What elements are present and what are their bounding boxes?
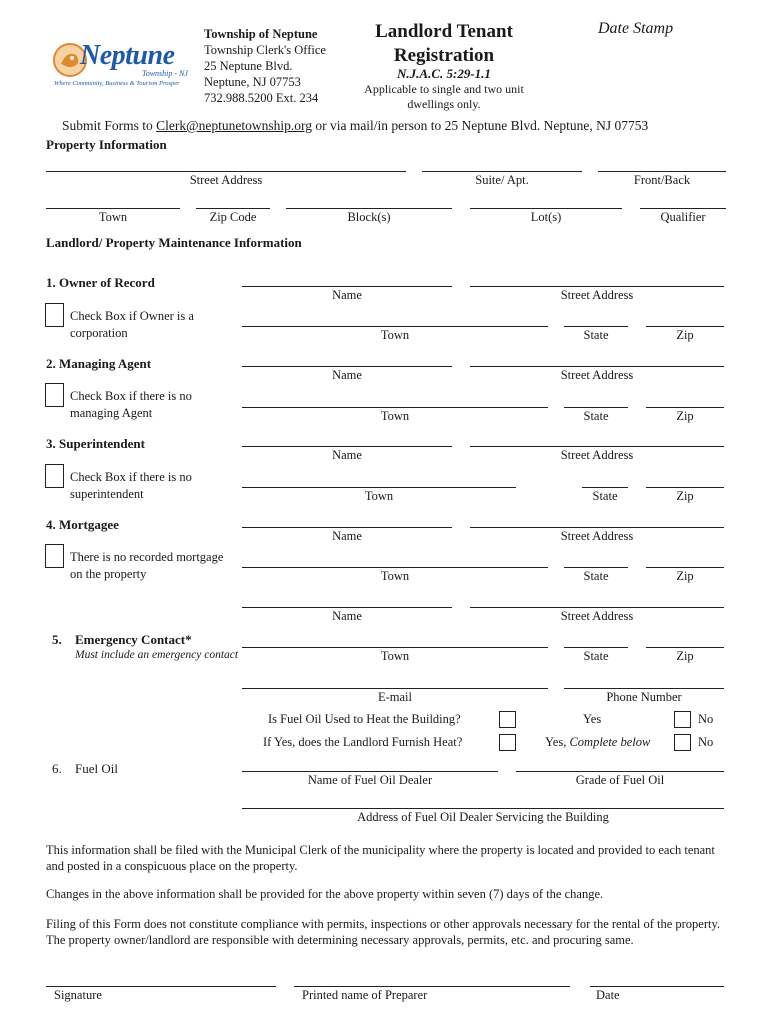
- fuel-q2-no-checkbox[interactable]: [674, 734, 691, 751]
- emergency-street-label: Street Address: [560, 609, 634, 623]
- emergency-town-field[interactable]: [242, 647, 548, 648]
- qualifier-field[interactable]: [640, 208, 726, 209]
- mortgagee-check-line-1: There is no recorded mortgage: [70, 550, 224, 564]
- emergency-phone-field[interactable]: [564, 688, 724, 689]
- owner-corp-checkbox[interactable]: [45, 303, 64, 327]
- emergency-town-label: Town: [380, 649, 410, 663]
- fuel-grade-label: Grade of Fuel Oil: [575, 773, 665, 787]
- mortgagee-state-label: State: [583, 569, 609, 583]
- owner-name-label: Name: [332, 288, 362, 302]
- super-zip-label: Zip: [676, 489, 694, 503]
- emergency-name-field[interactable]: [242, 607, 452, 608]
- agent-check-line-1: Check Box if there is no: [70, 389, 192, 403]
- agent-street-label: Street Address: [560, 368, 634, 382]
- emergency-state-label: State: [583, 649, 609, 663]
- suite-label: Suite/ Apt.: [475, 173, 529, 187]
- mortgagee-zip-field[interactable]: [646, 567, 724, 568]
- super-state-field[interactable]: [582, 487, 628, 488]
- mortgagee-name-field[interactable]: [242, 527, 452, 528]
- super-zip-field[interactable]: [646, 487, 724, 488]
- mortgagee-zip-label: Zip: [676, 569, 694, 583]
- owner-street-field[interactable]: [470, 286, 724, 287]
- fuel-q2-yes-text: Yes,: [545, 735, 570, 749]
- code-reference: N.J.A.C. 5:29-1.1: [397, 66, 491, 81]
- office-address: [204, 26, 326, 106]
- mortgagee-name-label: Name: [332, 529, 362, 543]
- date-stamp: Date Stamp: [598, 20, 674, 37]
- changes-paragraph: Changes in the above information shall be provided for the above property within seven (7) days of the change.: [46, 887, 604, 901]
- block-label: Block(s): [347, 210, 391, 224]
- signature-label: Signature: [54, 988, 102, 1002]
- super-street-field[interactable]: [470, 446, 724, 447]
- emergency-state-field[interactable]: [564, 647, 628, 648]
- fuel-q1-yes-label: Yes: [583, 712, 602, 726]
- street-address-label: Street Address: [189, 173, 263, 187]
- agent-zip-field[interactable]: [646, 407, 724, 408]
- logo-tagline: Where Community, Business & Tourism Prosper: [54, 80, 180, 87]
- fuel-q1-no-checkbox[interactable]: [674, 711, 691, 728]
- mortgagee-street-label: Street Address: [560, 529, 634, 543]
- property-zip-field[interactable]: [196, 208, 270, 209]
- owner-name-field[interactable]: [242, 286, 452, 287]
- submit-instructions: [62, 118, 648, 134]
- fuel-number: 6.: [52, 761, 62, 776]
- applicable-line-2: dwellings only.: [407, 97, 481, 111]
- complete-below-text: Complete below: [569, 735, 651, 749]
- street-address-field[interactable]: [46, 171, 406, 172]
- property-heading: Property Information: [46, 137, 167, 152]
- owner-zip-label: Zip: [676, 328, 694, 342]
- mortgagee-town-field[interactable]: [242, 567, 548, 568]
- agent-none-checkbox[interactable]: [45, 383, 64, 407]
- emergency-email-label: E-mail: [377, 690, 412, 704]
- printed-name-label: Printed name of Preparer: [302, 988, 428, 1002]
- logo-name: Neptune: [80, 40, 175, 71]
- emergency-zip-field[interactable]: [646, 647, 724, 648]
- property-town-field[interactable]: [46, 208, 180, 209]
- owner-check-line-2: corporation: [70, 326, 128, 340]
- super-name-label: Name: [332, 448, 362, 462]
- agent-street-field[interactable]: [470, 366, 724, 367]
- title-line-1: Landlord Tenant: [375, 21, 513, 42]
- emergency-title: Emergency Contact*: [75, 632, 192, 647]
- owner-check-text: [70, 308, 194, 342]
- frontback-field[interactable]: [598, 171, 726, 172]
- emergency-number: 5.: [52, 632, 62, 647]
- compliance-paragraph: Filing of this Form does not constitute compliance with permits, inspections or other approvals necessary for the rental of the property. The property owner/landlord are responsible with determining necessary approvals, permits, etc. and procuring same.: [46, 917, 721, 947]
- owner-town-label: Town: [380, 328, 410, 342]
- fuel-address-label: Address of Fuel Oil Dealer Servicing the Building: [357, 810, 609, 824]
- office-line-3: 25 Neptune Blvd.: [204, 59, 293, 73]
- fuel-q2-yes-label: [545, 735, 650, 750]
- agent-state-field[interactable]: [564, 407, 628, 408]
- fuel-question-1: Is Fuel Oil Used to Heat the Building?: [268, 712, 461, 726]
- emergency-email-field[interactable]: [242, 688, 548, 689]
- owner-title: 1. Owner of Record: [46, 275, 155, 290]
- property-zip-label: Zip Code: [209, 210, 257, 224]
- super-check-line-2: superintendent: [70, 487, 144, 501]
- applicable-note: [344, 82, 544, 112]
- super-none-checkbox[interactable]: [45, 464, 64, 488]
- date-label: Date: [596, 988, 620, 1002]
- super-name-field[interactable]: [242, 446, 452, 447]
- agent-state-label: State: [583, 409, 609, 423]
- fuel-question-2: If Yes, does the Landlord Furnish Heat?: [263, 735, 463, 749]
- super-check-text: [70, 469, 192, 503]
- lot-field[interactable]: [470, 208, 622, 209]
- signature-field[interactable]: [46, 986, 276, 987]
- emergency-note: Must include an emergency contact: [75, 649, 239, 661]
- agent-zip-label: Zip: [676, 409, 694, 423]
- agent-title: 2. Managing Agent: [46, 356, 152, 371]
- fuel-address-field[interactable]: [242, 808, 724, 809]
- super-town-label: Town: [364, 489, 394, 503]
- mortgagee-street-field[interactable]: [470, 527, 724, 528]
- super-town-field[interactable]: [242, 487, 516, 488]
- mortgagee-check-text: [70, 549, 223, 583]
- mortgagee-check-line-2: on the property: [70, 567, 147, 581]
- agent-name-field[interactable]: [242, 366, 452, 367]
- super-state-label: State: [592, 489, 618, 503]
- fuel-q1-checkbox[interactable]: [499, 711, 516, 728]
- super-street-label: Street Address: [560, 448, 634, 462]
- agent-check-line-2: managing Agent: [70, 406, 153, 420]
- logo-sub: Township - NJ: [142, 69, 188, 78]
- qualifier-label: Qualifier: [660, 210, 706, 224]
- fuel-dealer-label: Name of Fuel Oil Dealer: [307, 773, 433, 787]
- emergency-zip-label: Zip: [676, 649, 694, 663]
- owner-check-line-1: Check Box if Owner is a: [70, 309, 194, 323]
- office-line-4: Neptune, NJ 07753: [204, 75, 301, 89]
- agent-town-field[interactable]: [242, 407, 548, 408]
- fuel-title: Fuel Oil: [75, 761, 118, 776]
- owner-state-label: State: [583, 328, 609, 342]
- emergency-phone-label: Phone Number: [606, 690, 682, 704]
- fuel-q2-checkbox[interactable]: [499, 734, 516, 751]
- owner-state-field[interactable]: [564, 326, 628, 327]
- submit-suffix: or via mail/in person to 25 Neptune Blvd. Neptune, NJ 07753: [311, 118, 649, 133]
- owner-street-label: Street Address: [560, 288, 634, 302]
- clerk-email-link[interactable]: Clerk@neptunetownship.org: [156, 118, 312, 133]
- title-line-2: Registration: [393, 45, 495, 66]
- owner-town-field[interactable]: [242, 326, 548, 327]
- owner-zip-field[interactable]: [646, 326, 724, 327]
- fuel-dealer-field[interactable]: [242, 771, 498, 772]
- block-field[interactable]: [286, 208, 452, 209]
- filing-paragraph: This information shall be filed with the Municipal Clerk of the municipality where the property is located and provided to each tenant and posted in a conspicuous place on the property.: [46, 843, 715, 873]
- maintenance-heading: Landlord/ Property Maintenance Information: [46, 235, 302, 250]
- agent-name-label: Name: [332, 368, 362, 382]
- mortgagee-title: 4. Mortgagee: [46, 517, 119, 532]
- fuel-grade-field[interactable]: [516, 771, 724, 772]
- office-line-1: Township of Neptune: [204, 27, 318, 41]
- mortgagee-none-checkbox[interactable]: [45, 544, 64, 568]
- super-check-line-1: Check Box if there is no: [70, 470, 192, 484]
- township-logo: [50, 40, 195, 92]
- agent-check-text: [70, 388, 192, 422]
- office-line-5: 732.988.5200 Ext. 234: [204, 91, 319, 105]
- emergency-name-label: Name: [332, 609, 362, 623]
- frontback-label: Front/Back: [633, 173, 691, 187]
- lot-label: Lot(s): [530, 210, 562, 224]
- suite-field[interactable]: [422, 171, 582, 172]
- mortgagee-town-label: Town: [380, 569, 410, 583]
- agent-town-label: Town: [380, 409, 410, 423]
- fuel-q1-no-label: No: [698, 712, 714, 726]
- property-town-label: Town: [98, 210, 128, 224]
- fuel-q2-no-label: No: [698, 735, 714, 749]
- emergency-street-field[interactable]: [470, 607, 724, 608]
- printed-name-field[interactable]: [294, 986, 570, 987]
- super-title: 3. Superintendent: [46, 436, 145, 451]
- date-field[interactable]: [590, 986, 724, 987]
- applicable-line-1: Applicable to single and two unit: [364, 82, 524, 96]
- submit-prefix: Submit Forms to: [62, 118, 157, 133]
- office-line-2: Township Clerk's Office: [204, 43, 326, 57]
- mortgagee-state-field[interactable]: [564, 567, 628, 568]
- form-title: [344, 20, 544, 68]
